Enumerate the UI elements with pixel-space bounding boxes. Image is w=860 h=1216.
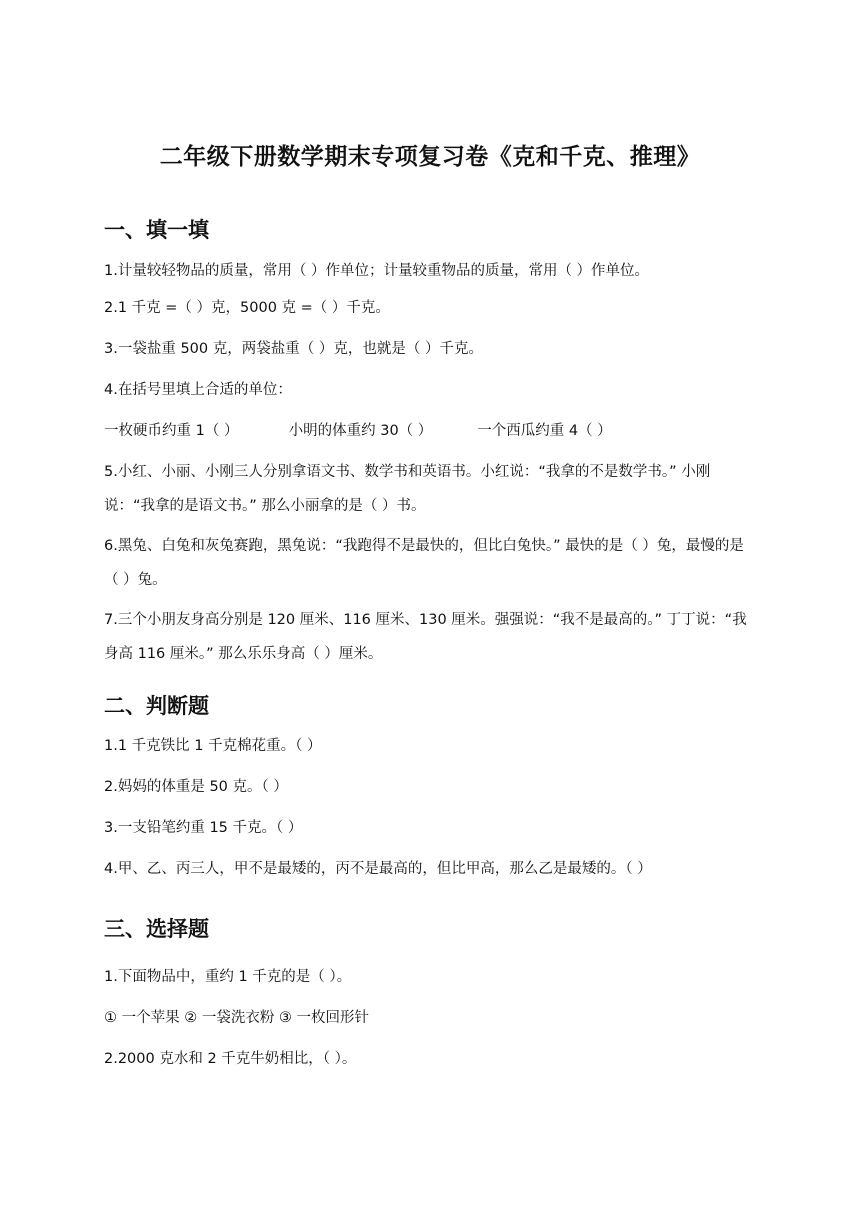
s1-question-7: 7.三个小朋友身高分别是 120 厘米、116 厘米、130 厘米。强强说：“我不是最高的。” 丁丁说：“我身高 116 厘米。” 那么乐乐身高（ ）厘米。 xyxy=(104,612,747,662)
s1-question-4-items xyxy=(104,421,612,441)
s2-question-2: 2.妈妈的体重是 50 克。（ ） xyxy=(104,779,288,795)
s2-question-1: 1.1 千克铁比 1 千克棉花重。（ ） xyxy=(104,738,322,754)
s1-question-4: 4.在括号里填上合适的单位： xyxy=(104,382,292,398)
s2-question-3: 3.一支铅笔约重 15 千克。（ ） xyxy=(104,820,303,836)
s1-question-2: 2.1 千克 =（ ）克，5000 克 =（ ）千克。 xyxy=(104,300,390,316)
s3-question-2: 2.2000 克水和 2 千克牛奶相比，（ ）。 xyxy=(104,1051,357,1067)
page-title: 二年级下册数学期末专项复习卷《克和千克、推理》 xyxy=(159,144,701,170)
s2-question-4: 4.甲、乙、丙三人，甲不是最矮的，丙不是最高的，但比甲高，那么乙是最矮的。（ ） xyxy=(104,861,652,877)
s1-question-6: 6.黑兔、白兔和灰兔赛跑，黑兔说：“我跑得不是最快的，但比白兔快。” 最快的是（ ）兔，最慢的是（ ）兔。 xyxy=(104,538,744,588)
section-3-heading: 三、选择题 xyxy=(104,917,209,941)
s1-question-5: 5.小红、小丽、小刚三人分别拿语文书、数学书和英语书。小红说：“我拿的不是数学书。” 小刚说：“我拿的是语文书。” 那么小丽拿的是（ ）书。 xyxy=(104,464,711,514)
s1-question-3: 3.一袋盐重 500 克，两袋盐重（ ）克，也就是（ ）千克。 xyxy=(104,341,483,357)
unit-item-weight: 小明的体重约 30（ ） xyxy=(288,423,433,439)
section-1-heading: 一、填一填 xyxy=(104,218,209,242)
unit-item-watermelon: 一个西瓜约重 4（ ） xyxy=(477,423,612,439)
section-2-heading: 二、判断题 xyxy=(104,694,209,718)
unit-item-coin: 一枚硬币约重 1（ ） xyxy=(104,423,239,439)
s1-question-1: 1.计量较轻物品的质量，常用（ ）作单位；计量较重物品的质量，常用（ ）作单位。 xyxy=(104,263,650,279)
s3-question-1-options: ① 一个苹果 ② 一袋洗衣粉 ③ 一枚回形针 xyxy=(104,1010,370,1026)
s3-question-1: 1.下面物品中，重约 1 千克的是（ ）。 xyxy=(104,969,352,985)
